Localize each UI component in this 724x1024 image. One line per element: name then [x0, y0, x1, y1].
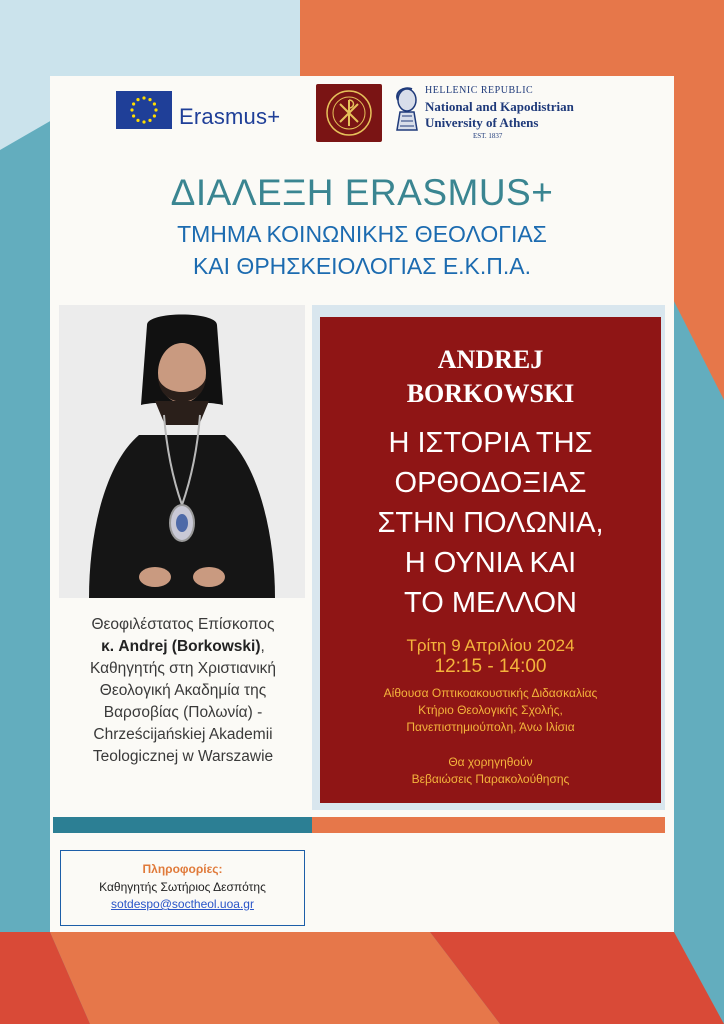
bio-line3: Καθηγητής στη Χριστιανική [89, 660, 277, 677]
speaker-bio [58, 614, 308, 768]
topic-line2: ΟΡΘΟΔΟΞΙΑΣ [394, 467, 587, 499]
bio-line5: Βαρσοβίας (Πολωνία) - [103, 704, 263, 721]
bio-line1: Θεοφιλέστατος Επίσκοπος [91, 616, 275, 633]
venue-line2: Κτήριο Θεολογικής Σχολής, [418, 703, 563, 717]
lecture-date: Τρίτη 9 Απριλίου 2024 [406, 636, 575, 655]
university-emblem-icon [392, 86, 422, 132]
lecturer-last-name: BORKOWSKI [406, 379, 575, 408]
info-box [60, 850, 305, 926]
info-heading: Πληροφορίες: [142, 862, 223, 876]
topic-line5: ΤΟ ΜΕΛΛΟΝ [404, 587, 577, 619]
lecture-venue [320, 685, 661, 736]
cert-line2: Βεβαιώσεις Παρακολούθησης [411, 772, 570, 786]
info-email-link[interactable]: sotdespo@soctheol.uoa.gr [111, 897, 254, 911]
department-line1: ΤΜΗΜΑ ΚΟΙΝΩΝΙΚΗΣ ΘΕΟΛΟΓΙΑΣ [177, 221, 547, 247]
topic-line3: ΣΤΗΝ ΠΟΛΩΝΙΑ, [377, 507, 604, 539]
uoa-name-line1: National and Kapodistrian [425, 99, 574, 114]
uoa-est: EST. 1837 [473, 132, 503, 140]
university-logo-text [425, 85, 574, 140]
venue-line3: Πανεπιστημιούπολη, Άνω Ιλίσια [406, 720, 575, 734]
department-line2: ΚΑΙ ΘΡΗΣΚΕΙΟΛΟΓΙΑΣ Ε.Κ.Π.Α. [192, 253, 532, 279]
lecture-time: 12:15 - 14:00 [434, 656, 547, 677]
bio-line6: Chrześcijańskiej Akademii [93, 726, 273, 743]
topic-line4: Η ΟΥΝΙΑ ΚΑΙ [404, 547, 577, 579]
cert-line1: Θα χορηγηθούν [448, 755, 533, 769]
bio-line7: Teologicznej w Warszawie [92, 748, 274, 765]
lecture-datetime [320, 635, 661, 677]
lecturer-name [320, 343, 661, 411]
erasmus-logo-text: Erasmus+ [179, 104, 281, 129]
divider-stripe-teal [53, 817, 312, 833]
info-contact: Καθηγητής Σωτήριος Δεσπότης [99, 880, 266, 894]
uoa-republic: HELLENIC REPUBLIC [425, 85, 534, 96]
speaker-photo [59, 305, 305, 598]
divider-stripe-orange [312, 817, 665, 833]
bio-speaker-name: κ. Andrej (Borkowski) [101, 638, 261, 655]
certificate-note [320, 754, 661, 788]
page-title: ΔΙΑΛΕΞΗ ERASMUS+ [170, 172, 554, 213]
bio-comma: , [260, 638, 265, 655]
topic-line1: Η ΙΣΤΟΡΙΑ ΤΗΣ [388, 427, 593, 459]
uoa-name-line2: University of Athens [425, 115, 539, 130]
venue-line1: Αίθουσα Οπτικοακουστικής Διδασκαλίας [383, 686, 598, 700]
poster-card [50, 76, 674, 932]
logo-bar [116, 80, 636, 142]
faculty-seal-icon [316, 84, 382, 142]
lecture-panel [320, 317, 661, 803]
eu-flag-icon [116, 91, 172, 129]
lecture-topic [320, 423, 661, 623]
bio-line4: Θεολογική Ακαδημία της [99, 682, 267, 699]
lecturer-first-name: ANDREJ [437, 345, 544, 374]
